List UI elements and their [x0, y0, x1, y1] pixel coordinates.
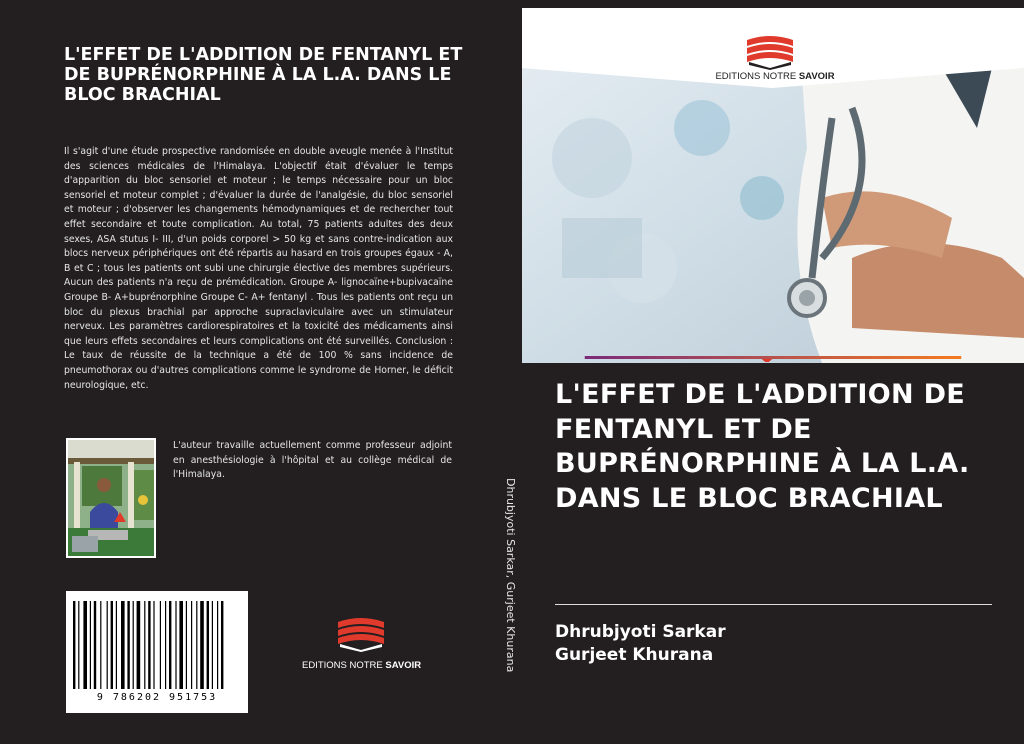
author-name-2: Gurjeet Khurana: [555, 645, 714, 665]
front-cover-image: [522, 8, 1024, 363]
back-cover-abstract: Il s'agit d'une étude prospective randomisée en double aveugle menée à l'Institut des sciences médicales de l'Himalaya. L'objectif était d'évaluer le temps d'apparition du bloc sensoriel et moteur ; le temps nécessaire pour un bloc sensoriel et moteur complet ; d'évaluer la durée de l'analgésie, du bloc sensoriel et moteur ; d'observer les changements hémodynamiques et de rechercher tout effet secondaire et toute complication. Au total, 75 patients adultes des deux sexes, ASA stutus I- III, d'un poids corporel > 50 kg et sans contre-indication aux blocs nerveux périphériques ont été répartis au hasard en trois groupes égaux - A, B et C ; tous les patients ont subi une chirurgie élective des membres supérieurs. Aucun des patients n'a reçu de prémédication. Groupe A- lignocaïne+bupivacaïne Groupe B- A+buprénorphine Groupe C- A+ fentanyl . Tous les patients ont reçu un bloc du plexus brachial par approche supraclaviculaire avec un stimulateur nerveux. Les paramètres cardiorespiratoires et la toxicité des médicaments ainsi que leurs effets secondaires et leurs complications ont été surveillés. Conclusion : Le taux de réussite de la technique a été de 100 % sans incidence de pneumothorax ou d'autres complications comme le syndrome de Horner, le déficit neurologique, etc.: [64, 146, 453, 391]
isbn-number: 9 786202 951753: [96, 692, 218, 703]
isbn-barcode: [66, 591, 248, 713]
open-book-logo-icon: [334, 614, 388, 652]
author-photo-illustration: [68, 440, 154, 556]
front-cover-title: L'EFFET DE L'ADDITION DE FENTANYL ET DE BUPRÉNORPHINE À LA L.A. DANS LE BLOC BRACHIAL: [555, 379, 970, 514]
title-divider: [555, 604, 992, 605]
barcode-bars: [71, 601, 243, 689]
spine-authors: Dhrubjyoti Sarkar, Gurjeet Khurana: [504, 478, 517, 673]
author-bio: L'auteur travaille actuellement comme professeur adjoint en anesthésiologie à l'hôpital et au collège médical de l'Himalaya.: [173, 440, 452, 481]
color-stripe: [522, 356, 1024, 362]
publisher-name-front: EDITIONS NOTRE SAVOIR: [715, 71, 835, 82]
author-name-1: Dhrubjyoti Sarkar: [555, 622, 726, 642]
publisher-name-back: EDITIONS NOTRE SAVOIR: [302, 660, 422, 671]
open-book-logo-icon: [740, 32, 800, 70]
back-cover-title: L'EFFET DE L'ADDITION DE FENTANYL ET DE BUPRÉNORPHINE À LA L.A. DANS LE BLOC BRACHIAL: [64, 45, 463, 105]
author-photo: [66, 438, 156, 558]
publisher-logo-back: [302, 614, 420, 671]
